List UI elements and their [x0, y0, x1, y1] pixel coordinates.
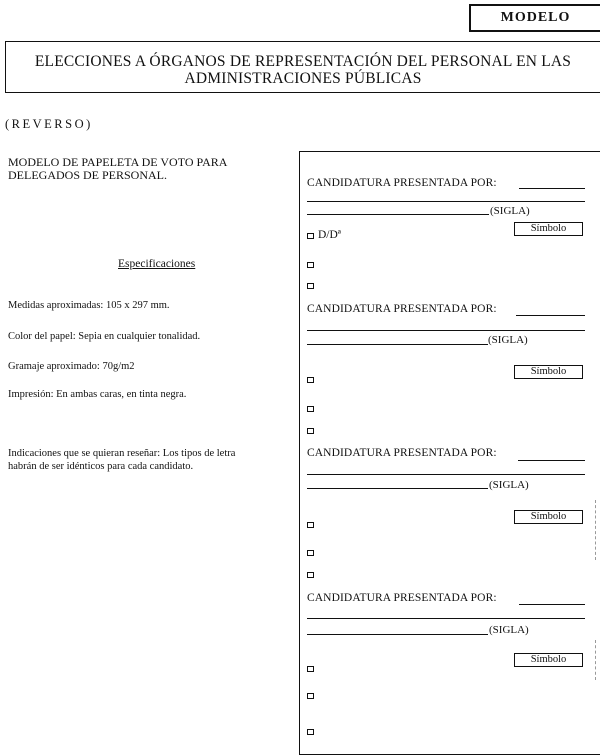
candidature-2-sigla-line: [307, 344, 488, 345]
spec-paper-color: Color del papel: Sepia en cualquier tonalidad.: [8, 331, 201, 342]
candidature-4-symbol-label: Símbolo: [530, 654, 567, 665]
candidate-prefix: D/Dª: [318, 229, 341, 241]
candidate-checkbox[interactable]: [307, 550, 314, 556]
spec-printing: Impresión: En ambas caras, en tinta negra.: [8, 389, 187, 400]
candidate-checkbox[interactable]: [307, 572, 314, 578]
side-indicator: (REVERSO): [5, 117, 93, 131]
document-title-line1: ELECCIONES A ÓRGANOS DE REPRESENTACIÓN DEL PERSONAL EN LAS: [34, 53, 572, 70]
candidature-1-symbol-box: [514, 222, 583, 236]
candidature-3-symbol-label: Símbolo: [530, 511, 567, 522]
document-title-box: [5, 41, 600, 93]
candidature-4-sigla-line: [307, 634, 488, 635]
candidature-2-name-line: [516, 315, 585, 316]
spec-weight: Gramaje aproximado: 70g/m2: [8, 361, 135, 372]
candidature-1-line2: [307, 201, 585, 202]
candidature-1-label: CANDIDATURA PRESENTADA POR:: [307, 177, 497, 189]
candidature-2-symbol-box: [514, 365, 583, 379]
candidature-4-line2: [307, 618, 585, 619]
scan-artifact: [595, 500, 596, 560]
spec-notes: [8, 447, 288, 473]
ballot-description: [8, 156, 268, 182]
candidature-2-line2: [307, 330, 585, 331]
candidature-3-sigla: (SIGLA): [489, 479, 529, 491]
document-title-line2: ADMINISTRACIONES PÚBLICAS: [184, 70, 422, 87]
candidature-2-sigla: (SIGLA): [488, 334, 528, 346]
candidature-4-symbol-box: [514, 653, 583, 667]
candidature-3-line2: [307, 474, 585, 475]
ballot-description-line2: DELEGADOS DE PERSONAL.: [8, 168, 167, 182]
candidature-1-name-line: [519, 188, 585, 189]
candidature-4-name-line: [519, 604, 585, 605]
candidature-4-label: CANDIDATURA PRESENTADA POR:: [307, 592, 497, 604]
candidate-checkbox[interactable]: [307, 428, 314, 434]
model-label: MODELO: [500, 10, 571, 25]
candidate-checkbox[interactable]: [307, 522, 314, 528]
scan-artifact: [595, 640, 596, 680]
candidate-checkbox[interactable]: [307, 693, 314, 699]
candidature-4-sigla: (SIGLA): [489, 624, 529, 636]
candidature-1-symbol-label: Símbolo: [530, 223, 567, 234]
candidate-checkbox[interactable]: [307, 729, 314, 735]
candidature-2-label: CANDIDATURA PRESENTADA POR:: [307, 303, 497, 315]
ballot-description-line1: MODELO DE PAPELETA DE VOTO PARA: [8, 155, 228, 169]
model-label-box: [469, 4, 600, 32]
candidate-checkbox[interactable]: [307, 666, 314, 672]
candidate-checkbox[interactable]: [307, 406, 314, 412]
candidature-3-name-line: [518, 460, 585, 461]
candidature-3-symbol-box: [514, 510, 583, 524]
candidature-1-sigla-line: [307, 214, 489, 215]
candidature-2-symbol-label: Símbolo: [530, 366, 567, 377]
candidate-checkbox[interactable]: [307, 262, 314, 268]
spec-measures: Medidas aproximadas: 105 x 297 mm.: [8, 300, 170, 311]
candidature-3-label: CANDIDATURA PRESENTADA POR:: [307, 447, 497, 459]
candidate-checkbox[interactable]: [307, 377, 314, 383]
specifications-heading: Especificaciones: [118, 258, 196, 270]
spec-notes-line1: Indicaciones que se quieran reseñar: Los tipos de letra: [8, 448, 236, 459]
spec-notes-line2: habrán de ser idénticos para cada candidato.: [8, 461, 194, 472]
candidate-checkbox[interactable]: [307, 233, 314, 239]
candidature-3-sigla-line: [307, 488, 488, 489]
candidature-1-sigla: (SIGLA): [490, 205, 530, 217]
candidate-checkbox[interactable]: [307, 283, 314, 289]
